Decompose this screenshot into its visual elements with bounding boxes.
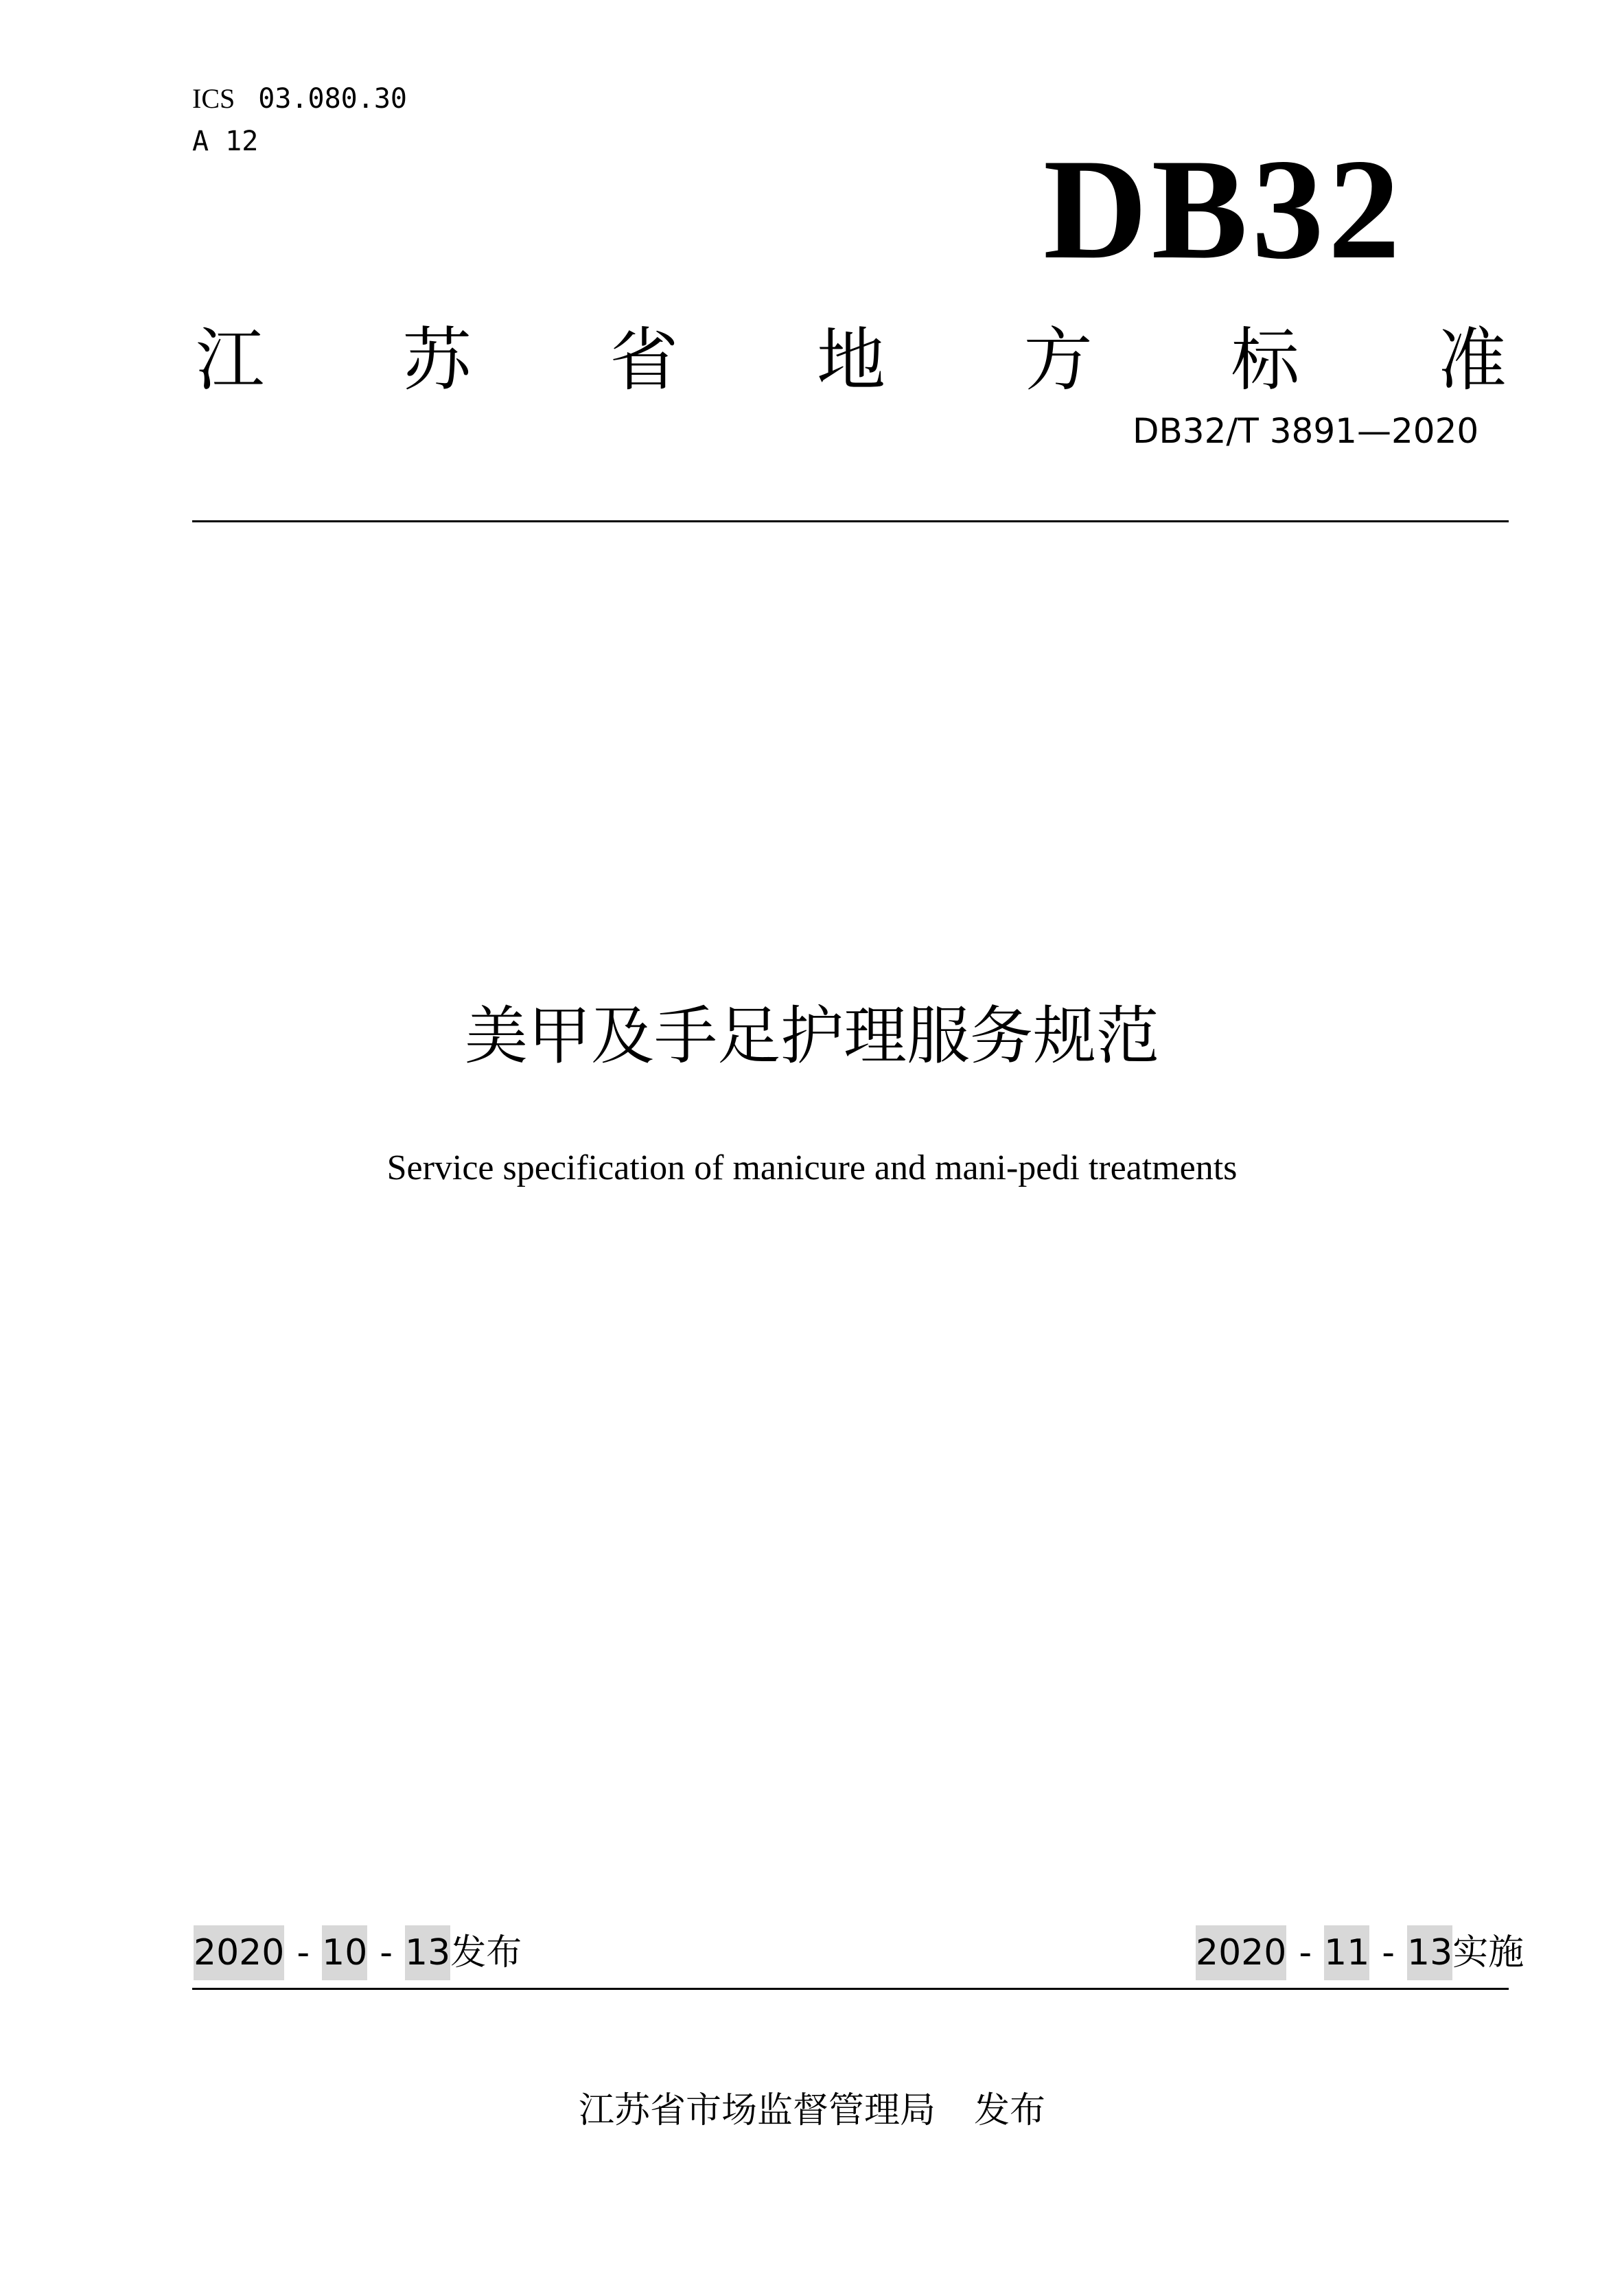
ics-label: ICS: [192, 83, 235, 114]
publish-day: 13: [405, 1925, 450, 1980]
date-separator: -: [380, 1932, 393, 1973]
chinese-title: 美甲及手足护理服务规范: [464, 999, 1159, 1073]
db32-logo: DB32: [1043, 130, 1404, 289]
standard-type-char: 江: [196, 320, 264, 400]
standard-type-char: 地: [816, 320, 885, 400]
ccs-code: A 12: [192, 126, 259, 157]
implement-month: 11: [1324, 1925, 1369, 1980]
standard-type-char: 方: [1023, 320, 1093, 400]
implement-date: [1196, 1925, 1524, 1980]
footer-divider: [192, 1988, 1509, 1990]
implement-year: 2020: [1196, 1925, 1286, 1980]
standard-type-heading: [192, 320, 1510, 400]
publish-date: [194, 1925, 522, 1980]
standard-type-char: 苏: [402, 320, 472, 400]
date-separator: -: [1382, 1932, 1395, 1973]
standard-number: DB32/T 3891—2020: [1133, 411, 1479, 451]
ics-code: 03.080.30: [258, 83, 407, 115]
standard-type-char: 标: [1231, 320, 1300, 400]
issuing-authority: [0, 2087, 1624, 2135]
date-separator: -: [1299, 1932, 1312, 1973]
ics-classification: [192, 81, 407, 117]
issuer-name: 江苏省市场监督管理局: [578, 2090, 936, 2131]
date-separator: -: [297, 1932, 310, 1973]
standard-type-char: 省: [610, 320, 679, 400]
publish-year: 2020: [194, 1925, 284, 1980]
publish-label: 发布: [450, 1932, 522, 1973]
implement-label: 实施: [1452, 1932, 1524, 1973]
issuer-action: 发布: [974, 2090, 1046, 2131]
english-title: Service specification of manicure and mani-pedi treatments: [386, 1148, 1238, 1187]
publish-month: 10: [322, 1925, 367, 1980]
header-divider: [192, 520, 1509, 522]
standard-type-char: 准: [1437, 320, 1507, 400]
implement-day: 13: [1407, 1925, 1452, 1980]
